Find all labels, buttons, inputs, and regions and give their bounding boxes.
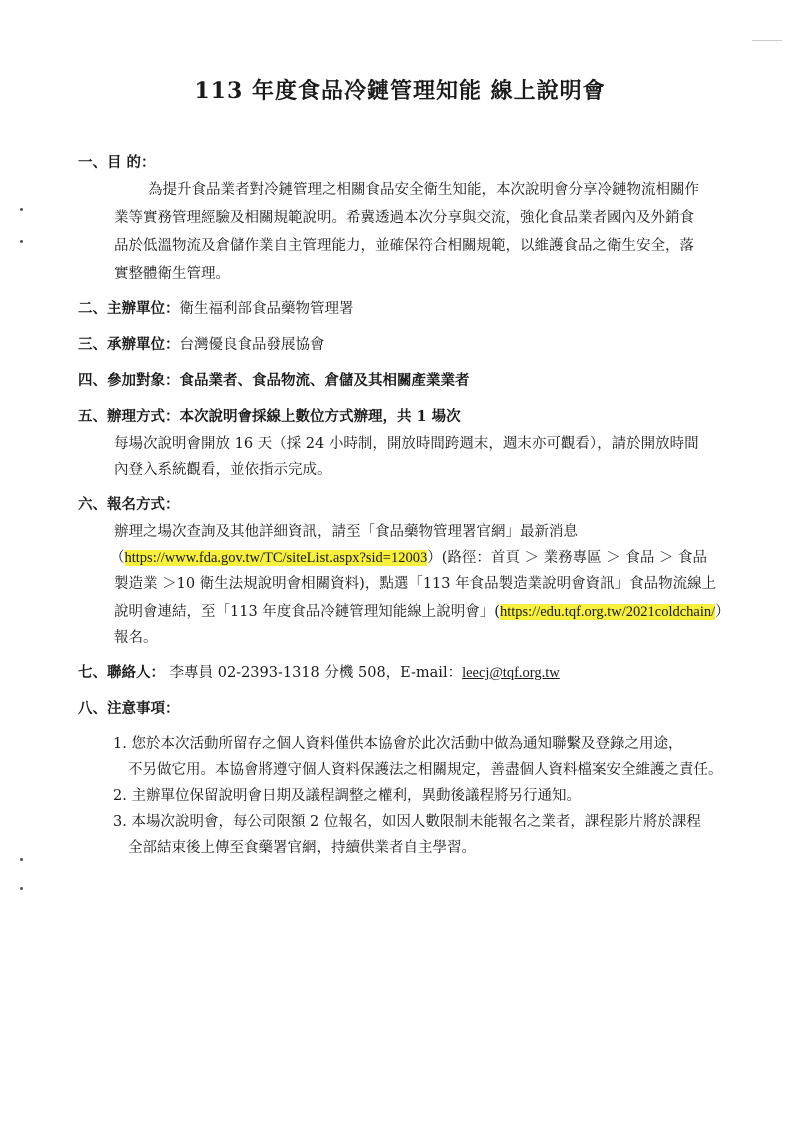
registration-line: 報名。	[114, 630, 158, 646]
scan-speck	[20, 240, 23, 243]
notes-item: 3. 本場次說明會，每公司限額 2 位報名，如因人數限制未能報名之業者，課程影片將於課程	[113, 814, 701, 830]
contractor-section	[78, 332, 325, 358]
purpose-label: 一、目 的：	[78, 154, 156, 171]
notes-item: 不另做它用。本協會將遵守個人資料保護法之相關規定，善盡個人資料檔案安全維護之責任。	[128, 762, 723, 778]
registration-section	[78, 492, 180, 518]
contact-section	[78, 660, 560, 686]
registration-label: 六、報名方式：	[78, 496, 180, 513]
method-section	[78, 404, 461, 430]
notes-item: 全部結束後上傳至食藥署官網，持續供業者自主學習。	[128, 840, 476, 856]
contact-label: 七、聯絡人：	[78, 664, 165, 681]
organizer-section	[78, 296, 354, 322]
purpose-line: 實整體衛生管理。	[114, 266, 230, 282]
organizer-value: 衛生福利部食品藥物管理署	[179, 301, 354, 317]
purpose-line: 品於低溫物流及倉儲作業自主管理能力，並確保符合相關規範，以維護食品之衛生安全，落	[114, 238, 694, 254]
contractor-label: 三、承辦單位：	[78, 336, 180, 353]
paren-close: ）	[715, 604, 730, 620]
method-label: 五、辦理方式：	[78, 408, 180, 425]
path-text: ）(路徑：首頁 ＞ 業務專區 ＞ 食品 ＞ 食品	[427, 550, 708, 566]
paren-open: （	[110, 550, 125, 566]
notes-item: 1. 您於本次活動所留存之個人資料僅供本協會於此次活動中做為通知聯繫及登錄之用途，	[113, 736, 683, 752]
purpose-line: 為提升食品業者對冷鏈管理之相關食品安全衛生知能，本次說明會分享冷鏈物流相關作	[148, 182, 699, 198]
registration-line: 辦理之場次查詢及其他詳細資訊，請至「食品藥物管理署官網」最新消息	[114, 524, 578, 540]
scan-speck	[20, 208, 23, 211]
method-value: 本次說明會採線上數位方式辦理，共 1 場次	[179, 408, 461, 425]
contact-email-link[interactable]: leecj@tqf.org.tw	[462, 665, 560, 681]
purpose-section	[78, 150, 156, 176]
registration-line	[110, 544, 707, 572]
participants-label: 四、參加對象：	[78, 372, 180, 389]
participants-section	[78, 368, 470, 394]
scan-speck	[20, 858, 23, 861]
purpose-line: 業等實務管理經驗及相關規範說明。希冀透過本次分享與交流，強化食品業者國內及外銷食	[114, 210, 694, 226]
scan-mark	[752, 40, 782, 41]
scan-speck	[20, 887, 23, 890]
organizer-label: 二、主辦單位：	[78, 300, 180, 317]
contact-value: 李專員 02-2393-1318 分機 508，E-mail：	[165, 665, 463, 681]
notes-label: 八、注意事項：	[78, 700, 180, 717]
method-line: 每場次說明會開放 16 天（採 24 小時制，開放時間跨週末，週末亦可觀看），請於開放時間	[114, 436, 699, 452]
contractor-value: 台灣優良食品發展協會	[179, 337, 325, 353]
registration-text: 說明會連結，至「113 年度食品冷鏈管理知能線上說明會」(	[114, 604, 500, 620]
document-title: 113 年度食品冷鏈管理知能 線上說明會	[194, 78, 606, 104]
tqf-link[interactable]: https://edu.tqf.org.tw/2021coldchain/	[499, 604, 716, 620]
notes-item: 2. 主辦單位保留說明會日期及議程調整之權利，異動後議程將另行通知。	[113, 788, 581, 804]
method-line: 內登入系統觀看，並依指示完成。	[114, 462, 332, 478]
notes-section	[78, 696, 180, 722]
registration-line: 製造業 ＞10 衛生法規說明會相關資料)，點選「113 年食品製造業說明會資訊」食品物流線上	[114, 576, 717, 592]
registration-line	[114, 598, 730, 626]
fda-link[interactable]: https://www.fda.gov.tw/TC/siteList.aspx?sid=12003	[124, 550, 428, 566]
participants-value: 食品業者、食品物流、倉儲及其相關產業業者	[179, 372, 470, 389]
